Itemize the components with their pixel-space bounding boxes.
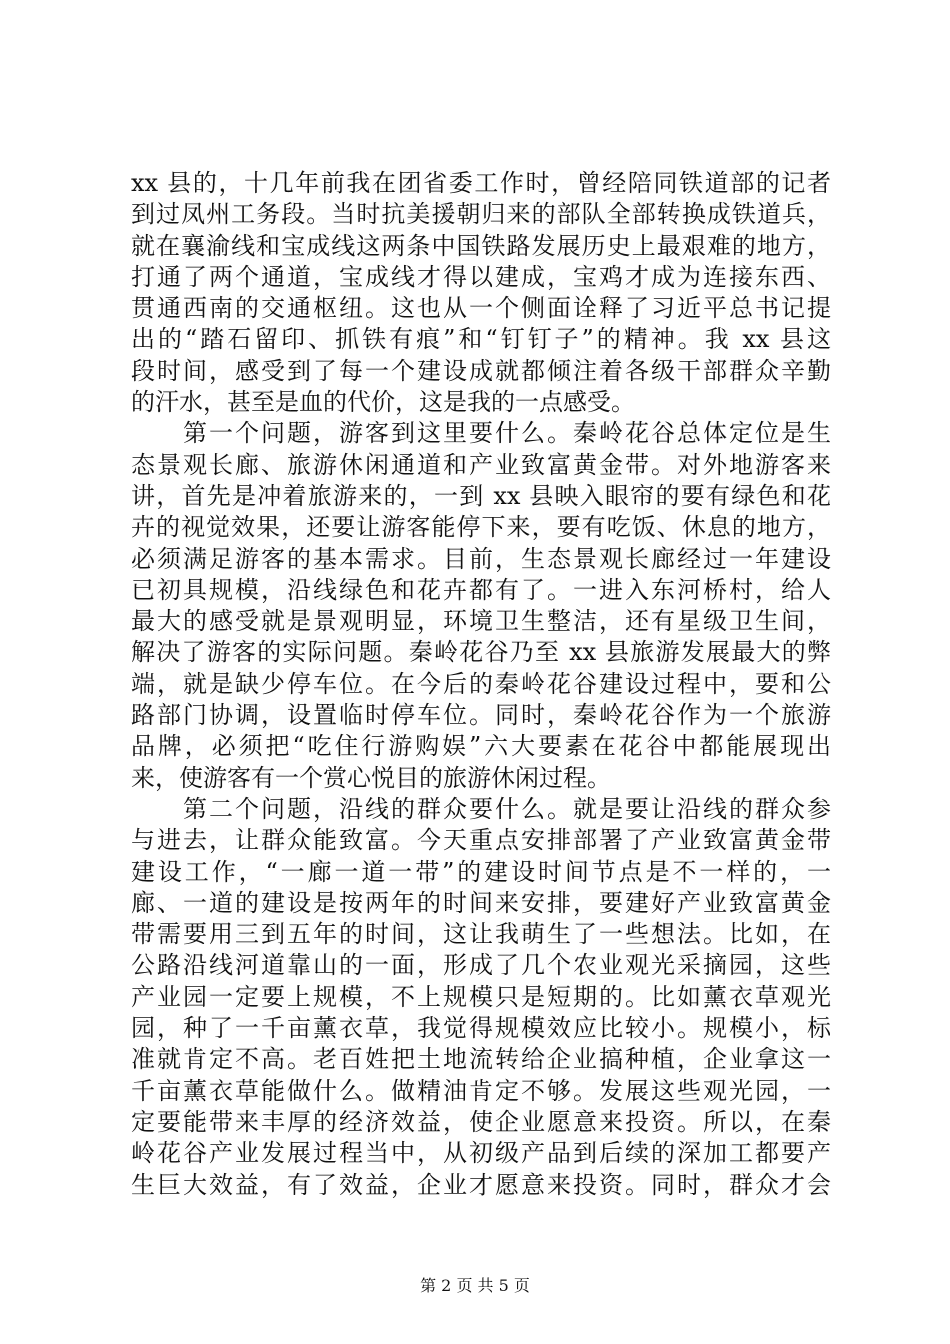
text-line: 公路沿线河道靠山的一面，形成了几个农业观光采摘园，这些 bbox=[131, 951, 831, 980]
text-line: 岭花谷产业发展过程当中，从初级产品到后续的深加工都要产 bbox=[131, 1139, 831, 1168]
text-line: 段时间，感受到了每一个建设成就都倾注着各级干部群众辛勤 bbox=[131, 356, 831, 385]
text-line: 与进去，让群众能致富。今天重点安排部署了产业致富黄金带 bbox=[131, 826, 831, 855]
text-line: 园，种了一千亩薰衣草，我觉得规模效应比较小。规模小，标 bbox=[131, 1014, 831, 1043]
text-line: 端，就是缺少停车位。在今后的秦岭花谷建设过程中，要和公 bbox=[131, 669, 831, 698]
text-line: 的汗水，甚至是血的代价，这是我的一点感受。 bbox=[131, 388, 635, 417]
text-line: 贯通西南的交通枢纽。这也从一个侧面诠释了习近平总书记提 bbox=[131, 294, 831, 323]
text-line: 品牌，必须把“吃住行游购娱”六大要素在花谷中都能展现出 bbox=[131, 732, 831, 761]
text-line: 最大的感受就是景观明显，环境卫生整洁，还有星级卫生间， bbox=[131, 607, 831, 636]
text-line: 带需要用三到五年的时间，这让我萌生了一些想法。比如，在 bbox=[131, 920, 831, 949]
text-line: 讲，首先是冲着旅游来的，一到 xx 县映入眼帘的要有绿色和花 bbox=[131, 481, 831, 510]
text-line: 第一个问题，游客到这里要什么。秦岭花谷总体定位是生 bbox=[131, 419, 831, 448]
text-line: 建设工作，“一廊一道一带”的建设时间节点是不一样的，一 bbox=[131, 857, 831, 886]
text-line: 来，使游客有一个赏心悦目的旅游休闲过程。 bbox=[131, 763, 611, 792]
text-line: 生巨大效益，有了效益，企业才愿意来投资。同时，群众才会 bbox=[131, 1170, 831, 1199]
body-text bbox=[131, 168, 831, 1201]
text-line: 路部门协调，设置临时停车位。同时，秦岭花谷作为一个旅游 bbox=[131, 701, 831, 730]
text-line: 必须满足游客的基本需求。目前，生态景观长廊经过一年建设 bbox=[131, 544, 831, 573]
text-line: 准就肯定不高。老百姓把土地流转给企业搞种植，企业拿这一 bbox=[131, 1045, 831, 1074]
text-line: 定要能带来丰厚的经济效益，使企业愿意来投资。所以，在秦 bbox=[131, 1107, 831, 1136]
text-line: 千亩薰衣草能做什么。做精油肯定不够。发展这些观光园，一 bbox=[131, 1076, 831, 1105]
page-footer: 第 2 页 共 5 页 bbox=[420, 1276, 530, 1295]
text-line: 态景观长廊、旅游休闲通道和产业致富黄金带。对外地游客来 bbox=[131, 450, 831, 479]
text-line: 到过凤州工务段。当时抗美援朝归来的部队全部转换成铁道兵， bbox=[131, 200, 831, 229]
text-line: 产业园一定要上规模，不上规模只是短期的。比如薰衣草观光 bbox=[131, 982, 831, 1011]
text-line: 第二个问题，沿线的群众要什么。就是要让沿线的群众参 bbox=[131, 794, 831, 823]
text-line: 已初具规模，沿线绿色和花卉都有了。一进入东河桥村，给人 bbox=[131, 575, 831, 604]
text-line: 卉的视觉效果，还要让游客能停下来，要有吃饭、休息的地方， bbox=[131, 513, 831, 542]
text-line: 出的“踏石留印、抓铁有痕”和“钉钉子”的精神。我 xx 县这 bbox=[131, 325, 831, 354]
text-line: 廊、一道的建设是按两年的时间来安排，要建好产业致富黄金 bbox=[131, 888, 831, 917]
text-line: 解决了游客的实际问题。秦岭花谷乃至 xx 县旅游发展最大的弊 bbox=[131, 638, 831, 667]
text-line: 就在襄渝线和宝成线这两条中国铁路发展历史上最艰难的地方， bbox=[131, 231, 831, 260]
text-line: xx 县的，十几年前我在团省委工作时，曾经陪同铁道部的记者 bbox=[131, 169, 831, 197]
text-line: 打通了两个通道，宝成线才得以建成，宝鸡才成为连接东西、 bbox=[131, 262, 831, 291]
